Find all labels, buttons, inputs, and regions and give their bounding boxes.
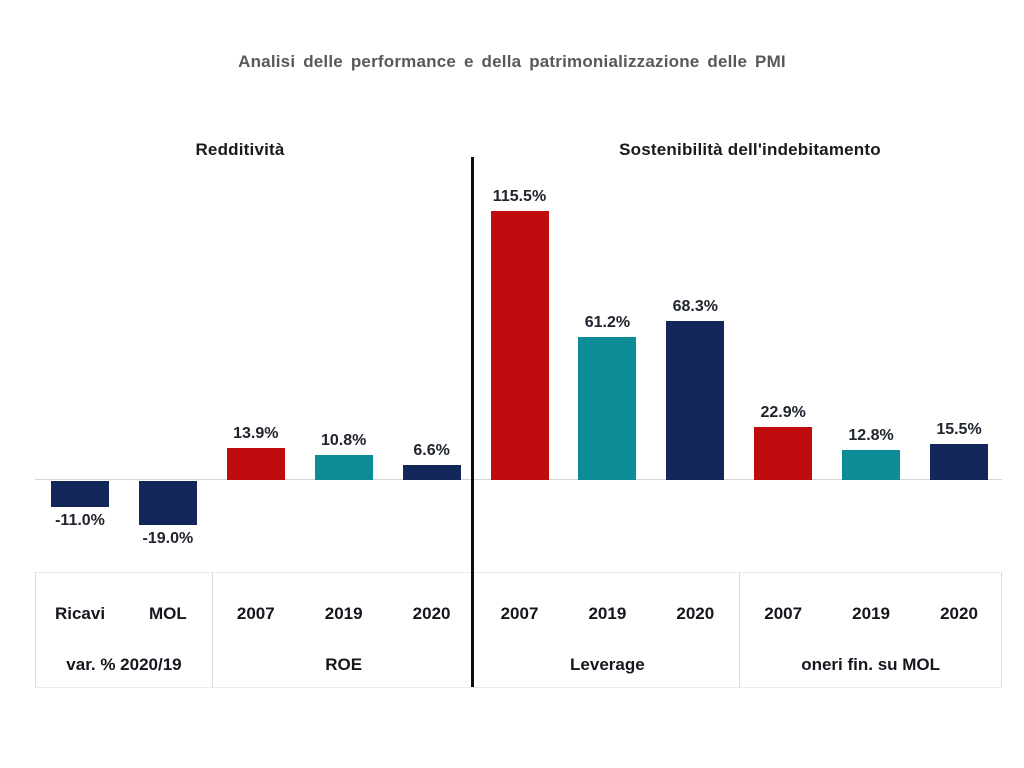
category-label-oneri-fin-su-mol-2020: 2020	[940, 604, 978, 623]
value-label-leverage-2007: 115.5%	[492, 187, 547, 205]
bar-var-2020-19-mol	[139, 481, 197, 525]
bar-leverage-2019	[578, 337, 636, 480]
label-band-top-line	[35, 572, 1002, 573]
group-label-oneri-fin-su-mol: oneri fin. su MOL	[801, 655, 941, 674]
value-label-leverage-2020: 68.3%	[672, 297, 718, 315]
value-label-roe-2019: 10.8%	[321, 431, 367, 449]
value-label-var-2020-19-ricavi: -11.0%	[55, 511, 105, 529]
category-label-roe-2019: 2019	[324, 604, 363, 623]
label-band-bottom-line	[35, 687, 1002, 688]
category-label-roe-2007: 2007	[236, 604, 275, 623]
category-label-oneri-fin-su-mol-2007: 2007	[764, 604, 803, 623]
chart-title: Analisi delle performance e della patrimonializzazione delle PMI	[238, 52, 786, 71]
bar-leverage-2007	[491, 211, 549, 480]
category-label-leverage-2007: 2007	[500, 604, 539, 623]
group-label-roe: ROE	[325, 655, 363, 674]
group-label-var-2020-19: var. % 2020/19	[66, 655, 182, 674]
bar-oneri-fin-su-mol-2020	[930, 444, 988, 480]
category-label-var-2020-19-mol: MOL	[149, 604, 187, 623]
category-label-leverage-2020: 2020	[676, 604, 715, 623]
value-label-var-2020-19-mol: -19.0%	[142, 530, 194, 548]
bar-roe-2020	[403, 465, 461, 480]
bar-roe-2007	[227, 448, 285, 480]
value-label-roe-2007: 13.9%	[233, 424, 279, 442]
category-label-oneri-fin-su-mol-2019: 2019	[852, 604, 890, 623]
bar-roe-2019	[315, 455, 373, 480]
bar-oneri-fin-su-mol-2019	[842, 450, 900, 480]
value-label-roe-2020: 6.6%	[413, 441, 450, 459]
category-label-var-2020-19-ricavi: Ricavi	[54, 604, 106, 623]
value-label-oneri-fin-su-mol-2020: 15.5%	[936, 420, 982, 438]
bar-oneri-fin-su-mol-2007	[754, 427, 812, 480]
group-label-leverage: Leverage	[570, 655, 645, 674]
section-divider-line	[471, 157, 474, 687]
category-label-leverage-2019: 2019	[588, 604, 627, 623]
category-label-roe-2020: 2020	[412, 604, 451, 623]
value-label-oneri-fin-su-mol-2007: 22.9%	[760, 403, 806, 421]
bar-var-2020-19-ricavi	[51, 481, 109, 507]
section-title-redditivita: Redditività	[195, 140, 285, 159]
section-title-sostenibilita: Sostenibilità dell'indebitamento	[619, 140, 881, 159]
bar-leverage-2020	[666, 321, 724, 480]
value-label-leverage-2019: 61.2%	[584, 314, 631, 332]
value-label-oneri-fin-su-mol-2019: 12.8%	[848, 427, 894, 445]
